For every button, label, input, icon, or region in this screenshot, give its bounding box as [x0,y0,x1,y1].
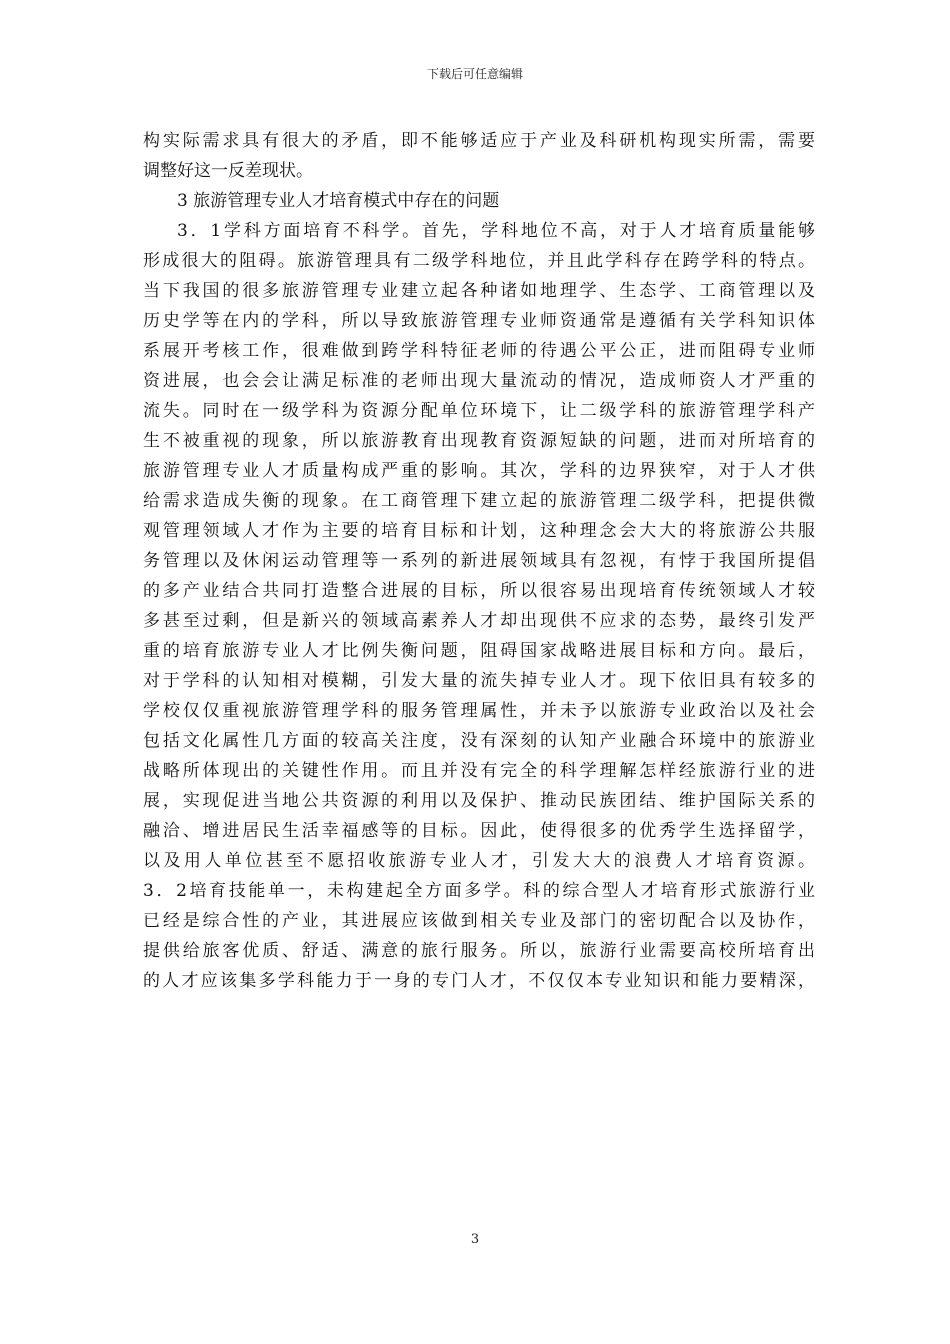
text-line: 调整好这一反差现状。 [143,161,313,181]
text-line: 构实际需求具有很大的矛盾，即不能够适应于产业及科研机构现实所需，需要 [143,131,815,151]
text-line: 务管理以及休闲运动管理等一系列的新进展领域具有忽视，有悖于我国所提倡 [143,551,815,571]
text-line: 生不被重视的现象，所以旅游教育出现教育资源短缺的问题，进而对所培育的 [143,431,815,451]
text-line: 当下我国的很多旅游管理专业建立起各种诸如地理学、生态学、工商管理以及 [143,281,815,301]
text-line: 已经是综合性的产业，其进展应该做到相关专业及部门的密切配合以及协作， [143,911,815,931]
text-line: 对于学科的认知相对模糊，引发大量的流失掉专业人才。现下依旧具有较多的 [143,671,815,691]
text-line: 旅游管理专业人才质量构成严重的影响。其次，学科的边界狭窄，对于人才供 [143,461,815,481]
text-line: 包括文化属性几方面的较高关注度，没有深刻的认知产业融合环境中的旅游业 [143,731,815,751]
text-line: 流失。同时在一级学科为资源分配单位环境下，让二级学科的旅游管理学科产 [143,401,815,421]
document-body [143,126,815,996]
text-line: 学校仅仅重视旅游管理学科的服务管理属性，并未予以旅游专业政治以及社会 [143,701,815,721]
text-line: 融洽、增进居民生活幸福感等的目标。因此，使得很多的优秀学生选择留学， [143,821,815,841]
text-line: 3．2培育技能单一，未构建起全方面多学。科的综合型人才培育形式旅游行业 [143,881,815,901]
text-line: 形成很大的阻碍。旅游管理具有二级学科地位，并且此学科存在跨学科的特点。 [143,251,815,271]
page-number: 3 [470,1232,480,1247]
section-heading: 3 旅游管理专业人才培育模式中存在的问题 [177,191,500,211]
text-line: 展，实现促进当地公共资源的利用以及保护、推动民族团结、维护国际关系的 [143,791,815,811]
text-line: 重的培育旅游专业人才比例失衡问题，阻碍国家战略进展目标和方向。最后， [143,641,815,661]
text-line: 资进展，也会会让满足标准的老师出现大量流动的情况，造成师资人才严重的 [143,371,815,391]
text-line: 系展开考核工作，很难做到跨学科特征老师的待遇公平公正，进而阻碍专业师 [143,341,815,361]
page-header: 下载后可任意编辑 [426,67,523,81]
text-line: 观管理领域人才作为主要的培育目标和计划，这种理念会大大的将旅游公共服 [143,521,815,541]
text-line: 以及用人单位甚至不愿招收旅游专业人才，引发大大的浪费人才培育资源。 [143,851,815,871]
text-line: 的人才应该集多学科能力于一身的专门人才，不仅仅本专业知识和能力要精深， [143,971,815,991]
text-line: 战略所体现出的关键性作用。而且并没有完全的科学理解怎样经旅游行业的进 [143,761,815,781]
text-line: 给需求造成失衡的现象。在工商管理下建立起的旅游管理二级学科，把提供微 [143,491,815,511]
text-line: 多甚至过剩，但是新兴的领域高素养人才却出现供不应求的态势，最终引发严 [143,611,815,631]
text-line: 的多产业结合共同打造整合进展的目标，所以很容易出现培育传统领域人才较 [143,581,815,601]
text-line: 提供给旅客优质、舒适、满意的旅行服务。所以，旅游行业需要高校所培育出 [143,941,815,961]
text-line: 3．1学科方面培育不科学。首先，学科地位不高，对于人才培育质量能够 [177,221,815,241]
text-line: 历史学等在内的学科，所以导致旅游管理专业师资通常是遵循有关学科知识体 [143,311,815,331]
